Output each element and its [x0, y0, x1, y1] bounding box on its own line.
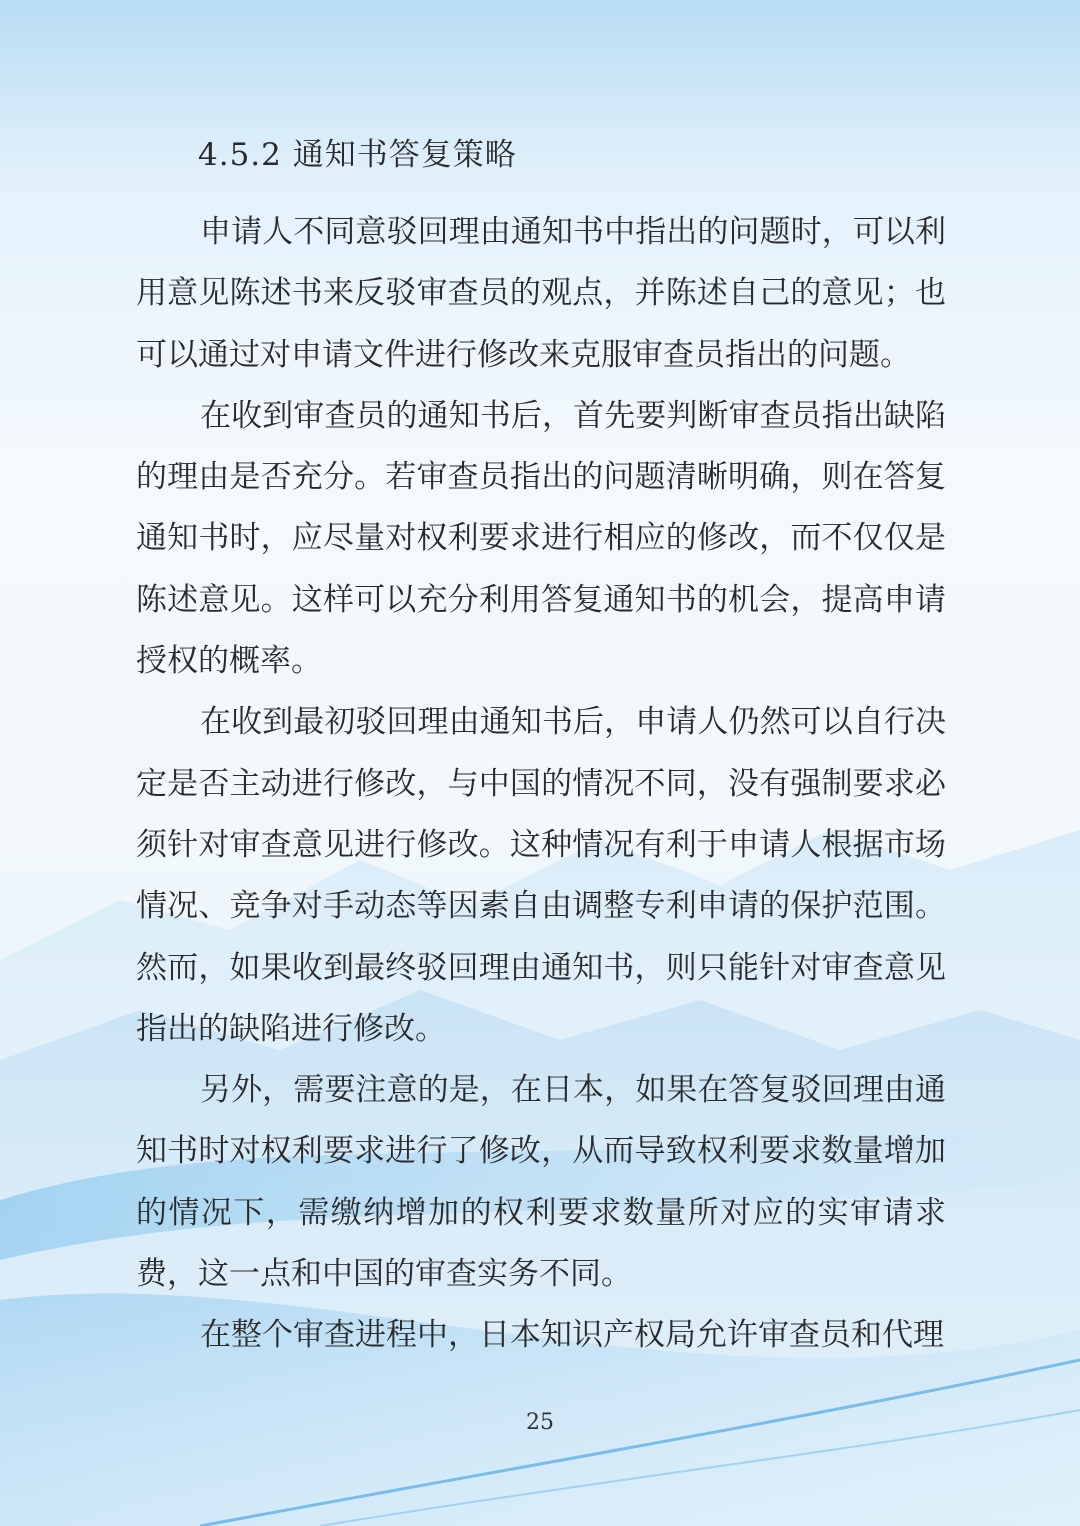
page-number: 25: [526, 1410, 554, 1435]
body-text: [136, 202, 946, 1367]
paragraph: 申请人不同意驳回理由通知书中指出的问题时，可以利用意见陈述书来反驳审查员的观点，并陈述自己的意见；也可以通过对申请文件进行修改来克服审查员指出的问题。: [136, 214, 946, 373]
paragraph: 在收到最初驳回理由通知书后，申请人仍然可以自行决定是否主动进行修改，与中国的情况不同，没有强制要求必须针对审查意见进行修改。这种情况有利于申请人根据市场情况、竞争对手动态等因素自由调整专利申请的保护范围。然而，如果收到最终驳回理由通知书，则只能针对审查意见指出的缺陷进行修改。: [136, 704, 946, 1047]
paragraph: 在整个审查进程中，日本知识产权局允许审查员和代理: [200, 1317, 944, 1354]
paragraph: 在收到审查员的通知书后，首先要判断审查员指出缺陷的理由是否充分。若审查员指出的问题清晰明确，则在答复通知书时，应尽量对权利要求进行相应的修改，而不仅仅是陈述意见。这样可以充分利用答复通知书的机会，提高申请授权的概率。: [136, 397, 946, 680]
paragraph: 另外，需要注意的是，在日本，如果在答复驳回理由通知书时对权利要求进行了修改，从而导致权利要求数量增加的情况下，需缴纳增加的权利要求数量所对应的实审请求费，这一点和中国的审查实务不同。: [136, 1072, 946, 1293]
section-heading: 4.5.2 通知书答复策略: [198, 137, 517, 173]
